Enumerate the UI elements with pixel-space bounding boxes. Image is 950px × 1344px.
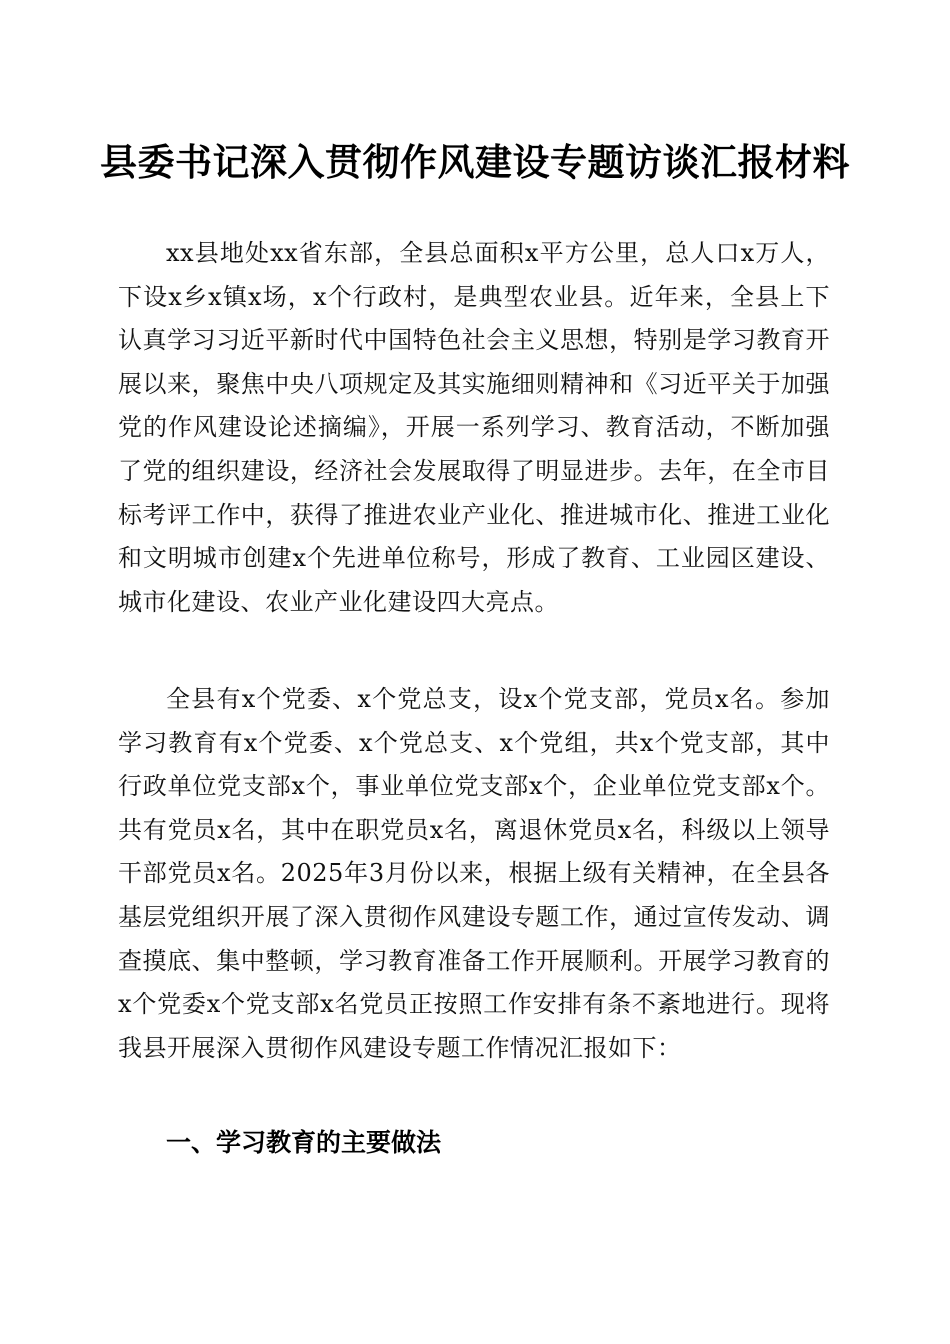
body-paragraph-party-organization: 全县有x个党委、x个党总支，设x个党支部，党员x名。参加学习教育有x个党委、x个党总支、x个党组，共x个党支部，其中行政单位党支部x个，事业单位党支部x个，企业单位党支部x个。共有党员x名，其中在职党员x名，离退休党员x名，科级以上领导干部党员x名。2025年3月份以来，根据上级有关精神，在全县各基层党组织开展了深入贯彻作风建设专题工作，通过宣传发动、调查摸底、集中整顿，学习教育准备工作开展顺利。开展学习教育的x个党委x个党支部x名党员正按照工作安排有条不紊地进行。现将我县开展深入贯彻作风建设专题工作情况汇报如下：	[118, 685, 830, 1062]
body-paragraph-intro: xx县地处xx省东部，全县总面积x平方公里，总人口x万人，下设x乡x镇x场，x个行政村，是典型农业县。近年来，全县上下认真学习习近平新时代中国特色社会主义思想，特别是学习教育开展以来，聚焦中央八项规定及其实施细则精神和《习近平关于加强党的作风建设论述摘编》，开展一系列学习、教育活动，不断加强了党的组织建设，经济社会发展取得了明显进步。去年，在全市目标考评工作中，获得了推进农业产业化、推进城市化、推进工业化和文明城市创建x个先进单位称号，形成了教育、工业园区建设、城市化建设、农业产业化建设四大亮点。	[118, 239, 830, 616]
section-heading: 一、学习教育的主要做法	[166, 1128, 442, 1157]
document-title: 县委书记深入贯彻作风建设专题访谈汇报材料	[100, 140, 850, 184]
